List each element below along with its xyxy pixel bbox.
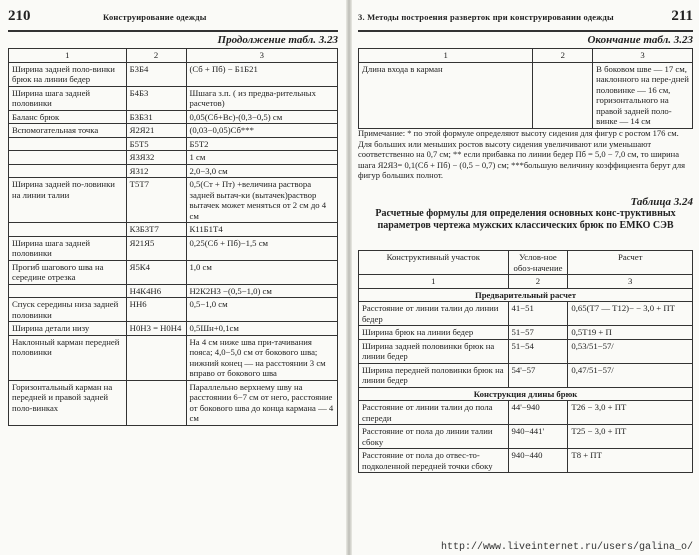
table-cell (9, 284, 127, 298)
table-cell: 0,05(Сб+Вс)-(0,3−0,5) см (186, 110, 337, 124)
table-cell: 44'−940 (508, 401, 568, 425)
table-cell: Расстояние от пола до линии талии сбоку (359, 425, 509, 449)
table-row (9, 137, 338, 151)
table-cell: Ширина шага задней половинки (9, 236, 127, 260)
table-row (9, 62, 338, 86)
table-cell: Б5Т2 (186, 137, 337, 151)
table-cell: Расстояние от пола до отвес-то-подколенной передней точки сбоку (359, 449, 509, 473)
column-header: Конструктивный участок (359, 251, 509, 275)
table-cell: 0,25(Сб + Пб)−1,5 см (186, 236, 337, 260)
table-cell: Б4Б3 (126, 86, 186, 110)
table-cell: 51−57 (508, 326, 568, 340)
table-cell: Ширина задней половинки брюк на линии бедер (359, 339, 509, 363)
table-cell: Т26 − 3,0 + ПТ (568, 401, 693, 425)
column-header: Услов-ное обоз-начение (508, 251, 568, 275)
table-cell: К3Б3Т7 (126, 223, 186, 237)
table-cell: 0,5(Ст + Пт) +величина раствора задней вытач-ки (вытачек)раствор вытачек может меняться от 2 см до 4 см (186, 178, 337, 223)
table-cell: Горизонтальный карман на передней и правой задней поло-винках (9, 380, 127, 425)
table-cell: 54'−57 (508, 363, 568, 387)
table-row (9, 223, 338, 237)
table-cell: Т8 + ПТ (568, 449, 693, 473)
page-number-right: 211 (671, 8, 693, 24)
table-3-23-right (358, 48, 693, 129)
table-row (359, 339, 693, 363)
table-cell (9, 223, 127, 237)
page-number-left: 210 (8, 8, 31, 24)
table-cell: Вспомогательная точка (9, 124, 127, 138)
left-page-header (8, 8, 338, 32)
table-row (9, 260, 338, 284)
table-cell: 0,65(Т7 — Т12)− − 3,0 + ПТ (568, 302, 693, 326)
table-row (359, 302, 693, 326)
table-cell (126, 380, 186, 425)
table-cell: Н0Н3 = Н0Н4 (126, 322, 186, 336)
section-heading: Предварительный расчет (359, 288, 693, 302)
table-cell: 0,5Шн+0,1см (186, 322, 337, 336)
left-page (8, 0, 338, 540)
table-cell: (Сб + Пб) − Б1Б21 (186, 62, 337, 86)
table-cell: 51−54 (508, 339, 568, 363)
table-row (9, 236, 338, 260)
right-page (358, 0, 693, 540)
table-row (9, 322, 338, 336)
table-row (359, 326, 693, 340)
header-title-right: 3. Методы построения разверток при конструировании одежды (358, 12, 614, 22)
column-number: 3 (568, 275, 693, 289)
column-header: 3 (593, 49, 693, 63)
table-cell: 940−441' (508, 425, 568, 449)
table-cell: Я2Я21 (126, 124, 186, 138)
table-cell: 0,47/51−57/ (568, 363, 693, 387)
table-cell: 41−51 (508, 302, 568, 326)
table-row (359, 401, 693, 425)
watermark-url: http://www.liveinternet.ru/users/galina_o/ (440, 542, 693, 553)
table-cell (126, 335, 186, 380)
table-cell: 0,5Т19 + П (568, 326, 693, 340)
table-cell: Параллельно верхнему шву на расстоянии 6−7 см от него, расстояние от бокового шва до конца кармана — 4 см (186, 380, 337, 425)
table-cell: 0,53/51−57/ (568, 339, 693, 363)
table-cell: Т5Т7 (126, 178, 186, 223)
table-cell: Наклонный карман передней половинки (9, 335, 127, 380)
column-header: 1 (9, 49, 127, 63)
table-cell: Я3Я32 (126, 151, 186, 165)
table-cell: Спуск середины низа задней половинки (9, 298, 127, 322)
table-3-24 (358, 250, 693, 473)
table-cell: К11Б1Т4 (186, 223, 337, 237)
table-cell: Расстояние от линии талии до пола спереди (359, 401, 509, 425)
table-cell: Н2К2Н3 −(0,5−1,0) см (186, 284, 337, 298)
table-row (9, 164, 338, 178)
table-cell: Прогиб шагового шва на середине отрезка (9, 260, 127, 284)
table-row (359, 62, 693, 128)
right-page-header (358, 8, 693, 32)
table-cell: Ширина передней половинки брюк на линии бедер (359, 363, 509, 387)
table-cell: 2,0−3,0 см (186, 164, 337, 178)
table-header-row (9, 49, 338, 63)
table-3-23-left (8, 48, 338, 426)
column-header: Расчет (568, 251, 693, 275)
table-cell: Расстояние от линии талии до линии бедер (359, 302, 509, 326)
table-cell (9, 164, 127, 178)
table-cell: Я312 (126, 164, 186, 178)
table-cell: Длина входа в карман (359, 62, 533, 128)
table-cell: Баланс брюк (9, 110, 127, 124)
table-cell: Т25 − 3,0 + ПТ (568, 425, 693, 449)
table-cell: Я21Я5 (126, 236, 186, 260)
table-cell: 0,5−1,0 см (186, 298, 337, 322)
column-header: 2 (126, 49, 186, 63)
table-row (9, 298, 338, 322)
table-cell (9, 151, 127, 165)
table-cell: (0,03−0,05)Сб*** (186, 124, 337, 138)
table-row (9, 110, 338, 124)
column-number: 1 (359, 275, 509, 289)
table-cell: В боковом шве — 17 см, наклонного на пере-дней половинке — 16 см, горизонтального на правой задней поло-винке — 14 см (593, 62, 693, 128)
table-cell: Б3Б31 (126, 110, 186, 124)
table-cell (533, 62, 593, 128)
table-row (9, 284, 338, 298)
table-cell: НН6 (126, 298, 186, 322)
table-header-row (359, 49, 693, 63)
table-row (9, 151, 338, 165)
table-cell: Я5К4 (126, 260, 186, 284)
column-number: 2 (508, 275, 568, 289)
table-number-row (359, 275, 693, 289)
table-cell: 1 см (186, 151, 337, 165)
table-cell: На 4 см ниже шва при-тачивания пояса; 4,0−5,0 см от бокового шва; нижний конец — на расстоянии 3 см вправо от бокового шва (186, 335, 337, 380)
table-note: Примечание: * по этой формуле определяют высоту сидения для фигур с ростом 176 см. Для больших или меньших ростов высоту сидения увеличивают или уменьшают соответственно на 0,7 см; ** если прибавка по линии бедер Пб = 5,0 − 7,0 см, то ширина шага Я2Я3= 0,1(Сб + Пб) − (0,5 − 0,7) см; ***большую величину коэффициента берут для фигур больших полнот. (358, 128, 685, 180)
continuation-label-right: Окончание табл. 3.23 (587, 34, 693, 46)
table-cell: Ширина детали низу (9, 322, 127, 336)
table-cell (9, 137, 127, 151)
table-header-row (359, 251, 693, 275)
table-cell: Ширина задней поло-винки брюк на линии бедер (9, 62, 127, 86)
column-header: 2 (533, 49, 593, 63)
continuation-label-left: Продолжение табл. 3.23 (217, 34, 338, 46)
table-3-24-title: Расчетные формулы для определения основных конс-труктивных параметров чертежа мужских классических брюк по ЕМКО СЭВ (375, 208, 676, 231)
table-row (359, 449, 693, 473)
table-cell: Н4К4Н6 (126, 284, 186, 298)
table-row (359, 425, 693, 449)
column-header: 3 (186, 49, 337, 63)
table-row (9, 178, 338, 223)
table-cell: Ширина шага задней половинки (9, 86, 127, 110)
table-cell: 940−440 (508, 449, 568, 473)
section-row (359, 288, 693, 302)
table-cell: Ширина брюк на линии бедер (359, 326, 509, 340)
table-3-24-label: Таблица 3.24 (630, 196, 693, 208)
table-row (9, 86, 338, 110)
table-row (359, 363, 693, 387)
table-row (9, 380, 338, 425)
table-row (9, 335, 338, 380)
column-header: 1 (359, 49, 533, 63)
section-heading: Конструкция длины брюк (359, 387, 693, 401)
table-cell: Б5Т5 (126, 137, 186, 151)
table-row (9, 124, 338, 138)
table-cell: Б3Б4 (126, 62, 186, 86)
table-cell: Ширина задней по-ловинки на линии талии (9, 178, 127, 223)
table-cell: Шшага з.п. ( из предва-рительных расчетов) (186, 86, 337, 110)
book-gutter (346, 0, 352, 555)
table-cell: 1,0 см (186, 260, 337, 284)
header-title-left: Конструирование одежды (103, 12, 207, 22)
section-row (359, 387, 693, 401)
